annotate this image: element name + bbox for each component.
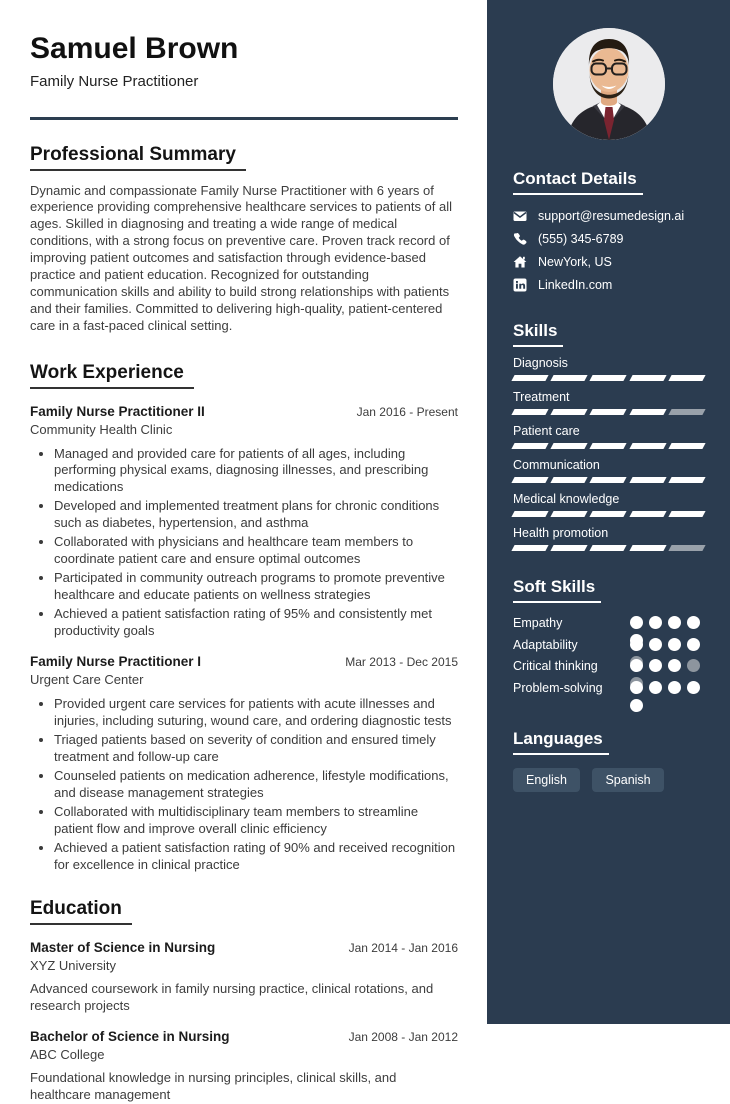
linkedin-icon	[513, 278, 527, 292]
soft-skill-label: Adaptability	[513, 637, 578, 652]
language-badge: English	[513, 768, 580, 792]
languages-list	[513, 768, 704, 792]
degree-name: Bachelor of Science in Nursing	[30, 1029, 230, 1045]
contact-linkedin[interactable]	[513, 278, 704, 292]
soft-skill-label: Problem-solving	[513, 680, 603, 695]
contact-location-text: NewYork, US	[538, 255, 612, 269]
skill-item	[513, 526, 704, 551]
contact-linkedin-text: LinkedIn.com	[538, 278, 613, 292]
contact-list	[513, 209, 704, 292]
job-bullet: • Provided urgent care services for patients with acute illnesses and injuries, including suturing, wound care, and ordering diagnostic tests	[54, 696, 458, 729]
soft-skill-rating	[630, 681, 704, 712]
skill-label: Communication	[513, 458, 600, 472]
education-entry	[30, 1029, 458, 1103]
skill-item	[513, 390, 704, 415]
languages-heading: Languages	[513, 729, 609, 755]
skill-bar	[513, 409, 704, 415]
skill-label: Medical knowledge	[513, 492, 620, 506]
job-role: Family Nurse Practitioner I	[30, 654, 202, 670]
email-icon	[513, 209, 527, 223]
home-icon	[513, 255, 527, 269]
sidebar	[487, 0, 730, 1024]
skill-bar	[513, 511, 704, 517]
job-bullet-list	[30, 446, 458, 640]
soft-skill-item	[513, 680, 704, 702]
degree-school: XYZ University	[30, 958, 116, 974]
phone-icon	[513, 232, 527, 246]
soft-skill-label: Critical thinking	[513, 659, 598, 673]
skill-item	[513, 356, 704, 381]
person-name: Samuel Brown	[30, 32, 239, 65]
contact-email[interactable]	[513, 209, 704, 223]
soft-skills-heading: Soft Skills	[513, 577, 601, 603]
contact-phone-text: (555) 345-6789	[538, 232, 624, 246]
degree-name: Master of Science in Nursing	[30, 940, 216, 956]
skill-bar	[513, 443, 704, 449]
summary-text: Dynamic and compassionate Family Nurse Practitioner with 6 years of experience providing comprehensive healthcare services to patients of all ages. Skilled in diagnosing and treating a wide range of medical conditions, with a strong focus on preventive care. Proven track record of improving patient outcomes and satisfaction through evidence-based practice and patient education. Recognized for outstanding communication skills and ability to build strong relationships with patients and their families. Committed to delivering high-quality, patient-centered care in a fast-paced clinical setting.	[30, 182, 453, 333]
soft-skill-item	[513, 637, 704, 659]
skills-heading: Skills	[513, 321, 563, 347]
job-bullet: • Collaborated with multidisciplinary team members to streamline patient flow and improve overall clinic efficiency	[54, 804, 458, 837]
skill-label: Health promotion	[513, 526, 609, 540]
skill-bar	[513, 375, 704, 381]
skills-list	[513, 356, 704, 551]
language-badge: Spanish	[592, 768, 663, 792]
job-role: Family Nurse Practitioner II	[30, 403, 205, 419]
education-entry	[30, 940, 458, 1014]
job-bullet: • Achieved a patient satisfaction rating of 90% and received recognition for excellence in clinical practice	[54, 840, 458, 873]
summary-heading: Professional Summary	[30, 144, 246, 171]
contact-heading: Contact Details	[513, 169, 643, 195]
job-bullet: • Developed and implemented treatment plans for chronic conditions such as diabetes, hypertension, and asthma	[54, 498, 458, 531]
experience-entry	[30, 404, 458, 640]
experience-entry	[30, 654, 458, 873]
job-bullet-list	[30, 696, 458, 873]
job-bullet: • Triaged patients based on severity of condition and ensured timely treatment and follow-up care	[54, 732, 458, 765]
job-company: Community Health Clinic	[30, 421, 173, 437]
degree-description: Advanced coursework in family nursing practice, clinical rotations, and research projects	[30, 981, 434, 1013]
job-bullet: • Participated in community outreach programs to promote preventive healthcare and educate patients on wellness strategies	[54, 570, 458, 603]
experience-heading: Work Experience	[30, 362, 194, 389]
profile-photo	[553, 28, 665, 140]
soft-skill-label: Empathy	[513, 616, 563, 630]
skill-item	[513, 492, 704, 517]
job-dates: Jan 2016 - Present	[356, 404, 458, 419]
degree-dates: Jan 2014 - Jan 2016	[348, 941, 458, 956]
degree-dates: Jan 2008 - Jan 2012	[348, 1030, 458, 1045]
skill-item	[513, 424, 704, 449]
degree-school: ABC College	[30, 1047, 105, 1063]
soft-skills-list	[513, 615, 704, 701]
skill-label: Treatment	[513, 390, 570, 404]
job-bullet: • Achieved a patient satisfaction rating of 95% and consistently met productivity goals	[54, 606, 458, 639]
job-bullet: • Counseled patients on medication adherence, lifestyle modifications, and disease management strategies	[54, 768, 458, 801]
job-company: Urgent Care Center	[30, 672, 144, 688]
skill-label: Diagnosis	[513, 356, 568, 370]
skill-bar	[513, 477, 704, 483]
degree-description: Foundational knowledge in nursing principles, clinical skills, and healthcare management	[30, 1070, 397, 1102]
job-bullet: • Collaborated with physicians and healthcare team members to coordinate patient care and ensure optimal outcomes	[54, 534, 458, 567]
contact-email-text: support@resumedesign.ai	[538, 209, 685, 223]
skill-label: Patient care	[513, 424, 580, 438]
skill-bar	[513, 545, 704, 551]
profile-photo-illustration	[553, 28, 665, 140]
job-dates: Mar 2013 - Dec 2015	[345, 655, 458, 670]
skill-item	[513, 458, 704, 483]
person-job-title: Family Nurse Practitioner	[30, 72, 199, 90]
contact-phone[interactable]	[513, 232, 704, 246]
contact-location[interactable]	[513, 255, 704, 269]
soft-skill-item	[513, 615, 704, 637]
job-bullet: • Managed and provided care for patients of all ages, including performing physical exams, diagnosing illnesses, and prescribing medications	[54, 446, 458, 496]
soft-skill-item	[513, 658, 704, 680]
education-heading: Education	[30, 898, 132, 925]
